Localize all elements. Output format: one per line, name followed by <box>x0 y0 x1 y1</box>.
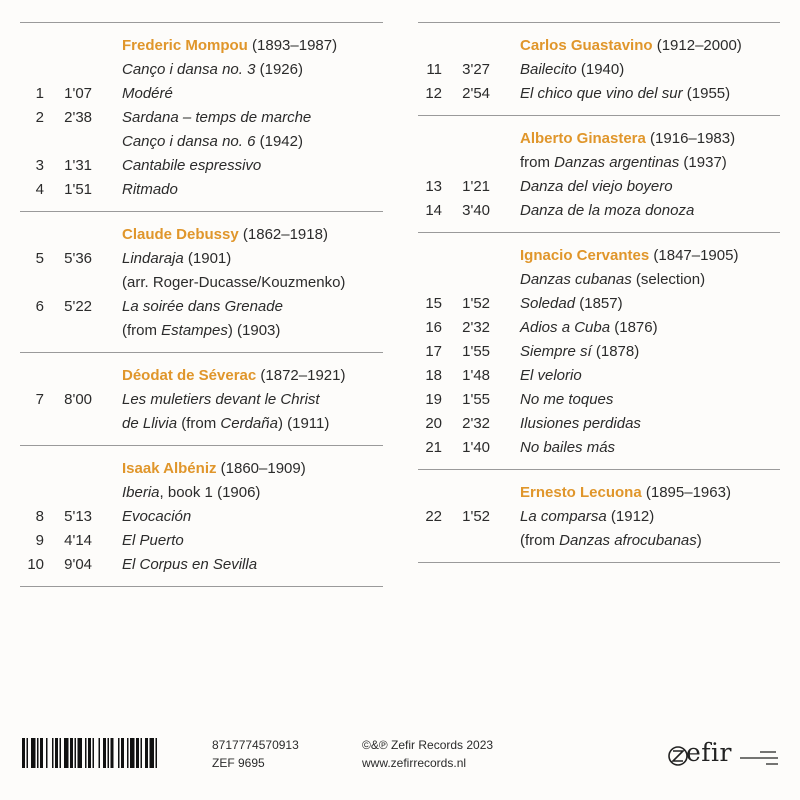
track-title <box>122 106 311 130</box>
track-row <box>20 82 383 106</box>
composer-heading <box>418 127 780 151</box>
barcode-bar <box>78 738 83 768</box>
work-line <box>20 412 383 436</box>
track-title <box>122 553 257 577</box>
composer-section <box>20 352 383 445</box>
barcode-bar <box>103 738 106 768</box>
track-row <box>20 154 383 178</box>
track-number: 22 <box>425 508 442 525</box>
track-row <box>20 295 383 319</box>
track-title <box>520 268 705 292</box>
track-duration: 5'13 <box>64 508 92 525</box>
track-row <box>418 175 780 199</box>
title-part: (arr. Roger-Ducasse/Kouzmenko) <box>122 274 346 291</box>
title-part: de Llivia <box>122 415 178 432</box>
track-number: 13 <box>425 178 442 195</box>
label-info <box>362 736 493 772</box>
title-part: (1955) <box>682 85 731 102</box>
track-title <box>520 175 673 199</box>
track-title <box>520 529 702 553</box>
track-number: 14 <box>425 202 442 219</box>
composer-dates: (1912–2000) <box>652 37 742 54</box>
track-number <box>418 529 442 553</box>
track-duration: 1'31 <box>64 157 92 174</box>
work-line <box>418 268 780 292</box>
composer-section <box>418 115 780 232</box>
track-number <box>20 271 44 295</box>
composer-heading <box>20 223 383 247</box>
composer-name: Déodat de Séverac <box>122 367 257 384</box>
track-duration: 2'54 <box>462 85 490 102</box>
track-title <box>520 505 654 529</box>
track-title <box>520 292 623 316</box>
barcode-bar <box>108 738 110 768</box>
right-column <box>418 22 780 563</box>
barcode-bar <box>46 738 48 768</box>
barcode-bar <box>75 738 77 768</box>
track-title <box>520 316 658 340</box>
composer-name: Alberto Ginastera <box>520 130 646 147</box>
title-part: ) <box>696 532 702 549</box>
track-number <box>418 151 442 175</box>
title-part: El chico que vino del sur <box>520 85 683 102</box>
track-title <box>122 295 283 319</box>
track-number <box>20 58 44 82</box>
composer-name: Ernesto Lecuona <box>520 484 642 501</box>
zefir-logo <box>668 738 780 772</box>
track-number: 4 <box>35 181 44 198</box>
title-part: (1942) <box>255 133 303 150</box>
barcode-bar <box>60 738 62 768</box>
barcode-bar <box>156 738 158 768</box>
barcode-icon <box>22 738 190 768</box>
title-part: Bailecito <box>520 61 577 78</box>
track-row <box>20 505 383 529</box>
work-line <box>20 481 383 505</box>
title-part: Cantabile espressivo <box>122 157 262 174</box>
track-title <box>122 130 303 154</box>
ean-number: 8717774570913 <box>212 738 299 752</box>
track-duration <box>442 268 490 292</box>
track-number: 10 <box>27 556 44 573</box>
track-title <box>122 82 173 106</box>
title-part: Lindaraja <box>122 250 184 267</box>
title-part: No me toques <box>520 391 614 408</box>
track-row <box>418 292 780 316</box>
track-number: 6 <box>35 298 44 315</box>
barcode-bar <box>40 738 43 768</box>
track-title <box>520 82 730 106</box>
track-number: 18 <box>425 367 442 384</box>
catalog-number: ZEF 9695 <box>212 756 265 770</box>
composer-heading <box>20 34 383 58</box>
title-part: (1912) <box>606 508 655 525</box>
track-duration <box>44 319 92 343</box>
title-part: (selection) <box>631 271 706 288</box>
track-duration: 2'32 <box>462 415 490 432</box>
track-number: 3 <box>35 157 44 174</box>
barcode-bar <box>37 738 39 768</box>
title-part: Estampes <box>161 322 228 339</box>
track-duration <box>44 481 92 505</box>
title-part: Danza del viejo boyero <box>520 178 673 195</box>
track-title <box>122 481 260 505</box>
composer-heading <box>20 457 383 481</box>
work-line <box>20 130 383 154</box>
track-number: 15 <box>425 295 442 312</box>
work-line <box>20 271 383 295</box>
composer-section <box>418 232 780 469</box>
track-row <box>20 529 383 553</box>
barcode-bar <box>99 738 101 768</box>
footer <box>0 736 800 776</box>
barcode-bar <box>93 738 95 768</box>
barcode-bar <box>22 738 25 768</box>
track-duration: 8'00 <box>64 391 92 408</box>
track-title <box>122 154 261 178</box>
track-number: 9 <box>35 532 44 549</box>
title-part: El Corpus en Sevilla <box>122 556 258 573</box>
track-title <box>520 151 727 175</box>
track-title <box>122 412 329 436</box>
composer-name: Claude Debussy <box>122 226 239 243</box>
title-part: , book 1 (1906) <box>159 484 261 501</box>
composer-heading <box>418 481 780 505</box>
track-number: 17 <box>425 343 442 360</box>
barcode-bar <box>55 738 58 768</box>
composer-section <box>20 22 383 211</box>
track-title <box>122 178 178 202</box>
title-part: Evocación <box>122 508 192 525</box>
barcode-bar <box>118 738 120 768</box>
track-duration: 2'38 <box>64 109 92 126</box>
composer-section <box>20 445 383 587</box>
track-number <box>20 481 44 505</box>
zefir-z-mark-icon <box>668 740 688 770</box>
track-duration <box>44 271 92 295</box>
track-row <box>418 505 780 529</box>
track-number: 19 <box>425 391 442 408</box>
title-part: Danzas cubanas <box>520 271 632 288</box>
title-part: La soirée dans Grenade <box>122 298 283 315</box>
barcode-bar <box>27 738 29 768</box>
composer-heading <box>418 34 780 58</box>
track-duration: 2'32 <box>462 319 490 336</box>
title-part: Ritmado <box>122 181 178 198</box>
track-title <box>122 388 320 412</box>
barcode-bar <box>136 738 139 768</box>
barcode-info <box>212 736 299 772</box>
track-title <box>520 199 694 223</box>
barcode-bar <box>145 738 148 768</box>
track-title <box>122 271 345 295</box>
title-part: Iberia <box>122 484 160 501</box>
track-title <box>520 58 624 82</box>
barcode-bar <box>52 738 54 768</box>
barcode-bar <box>31 738 36 768</box>
work-line <box>20 319 383 343</box>
track-row <box>418 364 780 388</box>
website-link[interactable]: www.zefirrecords.nl <box>362 756 467 770</box>
composer-name: Isaak Albéniz <box>122 460 217 477</box>
title-part: Canço i dansa no. 6 <box>122 133 256 150</box>
track-row <box>418 388 780 412</box>
composer-dates: (1893–1987) <box>247 37 338 54</box>
barcode-bar <box>70 738 73 768</box>
barcode-bar <box>127 738 129 768</box>
work-line <box>418 529 780 553</box>
track-duration <box>44 412 92 436</box>
composer-dates: (1860–1909) <box>216 460 306 477</box>
track-duration: 1'55 <box>462 343 490 360</box>
track-row <box>418 412 780 436</box>
composer-dates: (1895–1963) <box>641 484 731 501</box>
track-number: 7 <box>35 391 44 408</box>
title-part: Les muletiers devant le Christ <box>122 391 320 408</box>
barcode-bar <box>130 738 135 768</box>
track-number: 5 <box>35 250 44 267</box>
title-part: Danzas argentinas <box>554 154 680 171</box>
track-number: 12 <box>425 85 442 102</box>
track-number: 20 <box>425 415 442 432</box>
track-duration: 1'48 <box>462 367 490 384</box>
composer-section <box>418 22 780 115</box>
barcode-bar <box>121 738 124 768</box>
track-title <box>122 247 231 271</box>
title-part: ) (1911) <box>277 415 330 432</box>
composer-dates: (1872–1921) <box>256 367 346 384</box>
track-row <box>20 178 383 202</box>
composer-name: Ignacio Cervantes <box>520 247 650 264</box>
title-part: (1937) <box>679 154 727 171</box>
composer-dates: (1847–1905) <box>649 247 739 264</box>
track-duration: 3'40 <box>462 202 490 219</box>
title-part: La comparsa <box>520 508 607 525</box>
title-part: Siempre sí <box>520 343 592 360</box>
title-part: (1940) <box>576 61 625 78</box>
track-number <box>20 319 44 343</box>
track-duration: 3'27 <box>462 61 490 78</box>
title-part: (from <box>177 415 221 432</box>
barcode-bar <box>150 738 155 768</box>
track-duration: 1'21 <box>462 178 490 195</box>
title-part: (from <box>520 532 560 549</box>
logo-text: efir <box>686 738 732 767</box>
track-duration: 9'04 <box>64 556 92 573</box>
barcode-bar <box>141 738 143 768</box>
track-row <box>20 553 383 577</box>
track-number: 11 <box>426 61 442 78</box>
track-duration <box>442 529 490 553</box>
track-title <box>122 319 280 343</box>
track-duration: 1'40 <box>462 439 490 456</box>
composer-section <box>20 211 383 352</box>
track-number: 21 <box>425 439 442 456</box>
title-part: Sardana – temps de marche <box>122 109 312 126</box>
track-row <box>418 82 780 106</box>
track-title <box>520 364 582 388</box>
track-duration: 1'07 <box>64 85 92 102</box>
barcode-bar <box>111 738 114 768</box>
composer-heading <box>418 244 780 268</box>
track-row <box>418 199 780 223</box>
title-part: Danza de la moza donoza <box>520 202 695 219</box>
composer-name: Carlos Guastavino <box>520 37 653 54</box>
track-duration: 5'36 <box>64 250 92 267</box>
track-title <box>520 340 639 364</box>
title-part: (from <box>122 322 162 339</box>
track-duration: 1'51 <box>64 181 92 198</box>
track-row <box>20 106 383 130</box>
composer-dates: (1862–1918) <box>238 226 328 243</box>
title-part: Ilusiones perdidas <box>520 415 641 432</box>
track-row <box>418 316 780 340</box>
title-part: Danzas afrocubanas <box>559 532 697 549</box>
track-number: 16 <box>425 319 442 336</box>
title-part: ) (1903) <box>227 322 281 339</box>
track-duration: 1'55 <box>462 391 490 408</box>
track-duration <box>44 58 92 82</box>
composer-name: Frederic Mompou <box>122 37 248 54</box>
title-part: (1926) <box>255 61 303 78</box>
title-part: (1857) <box>575 295 623 312</box>
track-title <box>520 436 615 460</box>
title-part: El Puerto <box>122 532 184 549</box>
track-duration <box>442 151 490 175</box>
title-part: Modéré <box>122 85 173 102</box>
composer-heading <box>20 364 383 388</box>
title-part: El velorio <box>520 367 582 384</box>
composer-section <box>418 469 780 563</box>
title-part: (1876) <box>610 319 658 336</box>
title-part: No bailes más <box>520 439 616 456</box>
track-title <box>520 388 613 412</box>
left-column <box>20 22 383 587</box>
track-title <box>520 412 641 436</box>
copyright-text: ©&℗ Zefir Records 2023 <box>362 738 494 752</box>
track-number <box>20 130 44 154</box>
barcode-bar <box>64 738 69 768</box>
composer-dates: (1916–1983) <box>645 130 736 147</box>
barcode-bar <box>85 738 87 768</box>
logo-tail-icon <box>740 738 780 768</box>
title-part: (1878) <box>591 343 640 360</box>
track-duration: 4'14 <box>64 532 92 549</box>
track-row <box>20 247 383 271</box>
track-number: 1 <box>35 85 44 102</box>
title-part: (1901) <box>183 250 232 267</box>
title-part: Canço i dansa no. 3 <box>122 61 256 78</box>
track-number <box>418 268 442 292</box>
title-part: Soledad <box>520 295 576 312</box>
track-number: 2 <box>35 109 44 126</box>
track-number <box>20 412 44 436</box>
track-duration: 1'52 <box>462 508 490 525</box>
track-row <box>418 436 780 460</box>
title-part: Adios a Cuba <box>520 319 611 336</box>
track-duration <box>44 130 92 154</box>
work-line <box>20 58 383 82</box>
title-part: Cerdaña <box>220 415 278 432</box>
track-row <box>418 58 780 82</box>
track-row <box>20 388 383 412</box>
barcode-bar <box>88 738 91 768</box>
track-title <box>122 505 191 529</box>
track-duration: 1'52 <box>462 295 490 312</box>
work-line <box>418 151 780 175</box>
title-part: from <box>520 154 555 171</box>
track-number: 8 <box>35 508 44 525</box>
track-title <box>122 58 303 82</box>
track-title <box>122 529 184 553</box>
track-duration: 5'22 <box>64 298 92 315</box>
track-row <box>418 340 780 364</box>
